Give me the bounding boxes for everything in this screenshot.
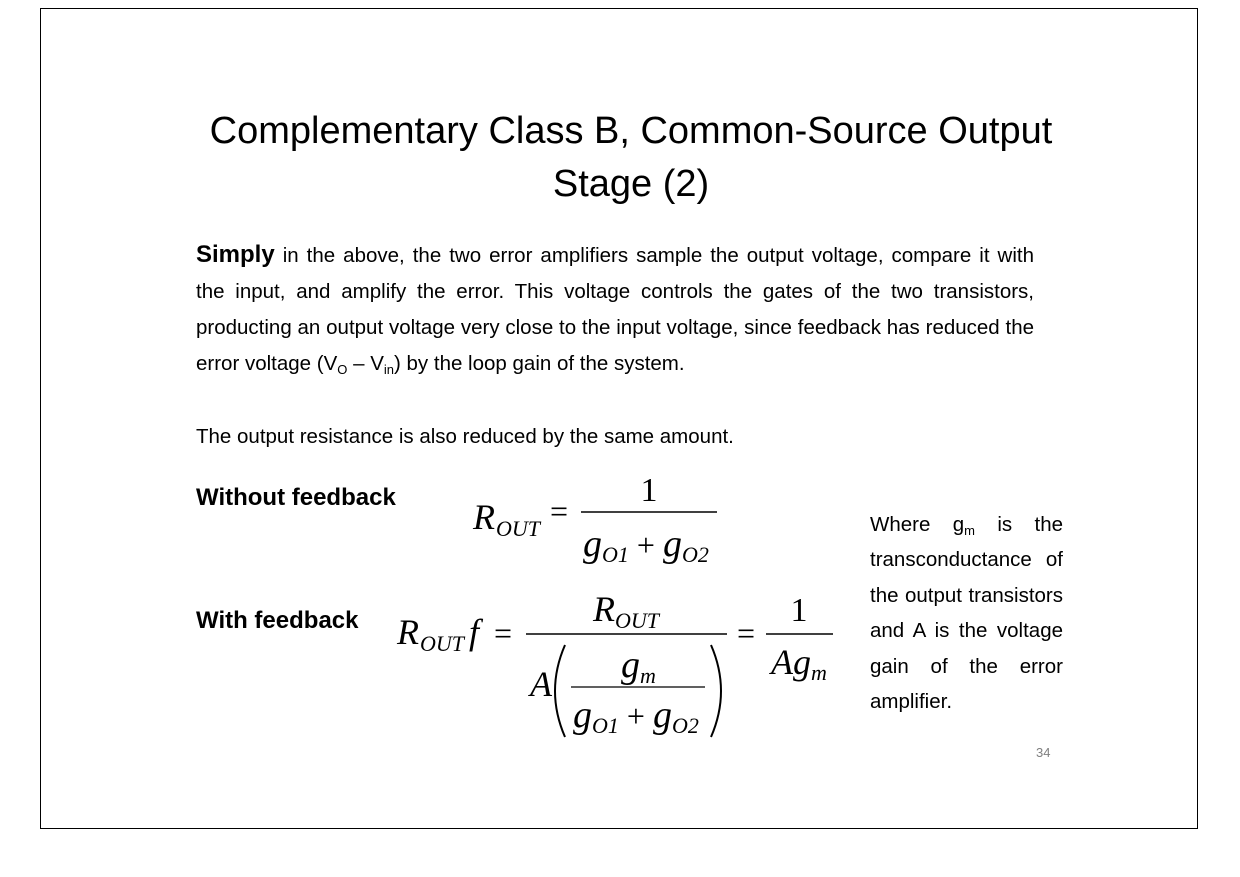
slide-frame bbox=[40, 8, 1198, 829]
eq1-lhs-sub: OUT bbox=[496, 516, 541, 541]
eq1-denominator: gO1 + gO2 bbox=[583, 523, 709, 567]
eq2-numerator: ROUT bbox=[593, 589, 660, 633]
vin-subscript: in bbox=[383, 362, 394, 377]
eq2-inner-numerator: gm bbox=[621, 644, 656, 688]
paragraph-lead: Simply bbox=[196, 241, 275, 268]
side-note-start: Where g bbox=[870, 513, 965, 536]
body-paragraph bbox=[196, 237, 1034, 382]
side-note-sub: m bbox=[964, 523, 975, 538]
eq2-denominator-a: A bbox=[530, 664, 552, 704]
eq2-result-denominator: Agm bbox=[771, 642, 827, 685]
vo-subscript: O bbox=[337, 362, 348, 377]
eq2-lhs-f: f bbox=[469, 612, 480, 652]
eq2-inner-denominator: gO1 + gO2 bbox=[573, 694, 699, 738]
eq2-equals-1: = bbox=[494, 615, 513, 651]
resistance-note: The output resistance is also reduced by the same amount. bbox=[196, 425, 734, 448]
paragraph-tail: ) by the loop gain of the system. bbox=[394, 352, 685, 375]
eq2-lhs-r: R bbox=[397, 612, 419, 652]
side-note-rest: is the transconductance of the output transistors and A is the voltage gain of the error amplifier. bbox=[870, 513, 1063, 714]
equation-with-feedback bbox=[381, 579, 841, 749]
page-number: 34 bbox=[1036, 745, 1051, 760]
left-paren-icon bbox=[555, 645, 565, 737]
equation-without-feedback bbox=[461, 464, 731, 579]
eq1-equals: = bbox=[550, 493, 569, 529]
eq2-lhs-sub: OUT bbox=[420, 631, 465, 656]
without-feedback-label: Without feedback bbox=[196, 484, 396, 511]
slide-title: Complementary Class B, Common-Source Output Stage (2) bbox=[209, 110, 1053, 205]
eq2-result-numerator: 1 bbox=[790, 592, 808, 629]
eq2-equals-2: = bbox=[737, 615, 756, 651]
eq1-lhs-r: R bbox=[473, 497, 495, 537]
paragraph-text: in the above, the two error amplifiers sample the output voltage, compare it with the input, and amplify the error. This voltage controls the gates of the two transistors, producting an output voltage very close to the input voltage, since feedback has reduced the error voltage (V bbox=[196, 244, 1034, 375]
right-paren-icon bbox=[711, 645, 721, 737]
paragraph-minus: – V bbox=[347, 352, 384, 375]
with-feedback-label: With feedback bbox=[196, 607, 359, 634]
eq1-numerator: 1 bbox=[640, 472, 658, 509]
side-note bbox=[870, 507, 1063, 719]
